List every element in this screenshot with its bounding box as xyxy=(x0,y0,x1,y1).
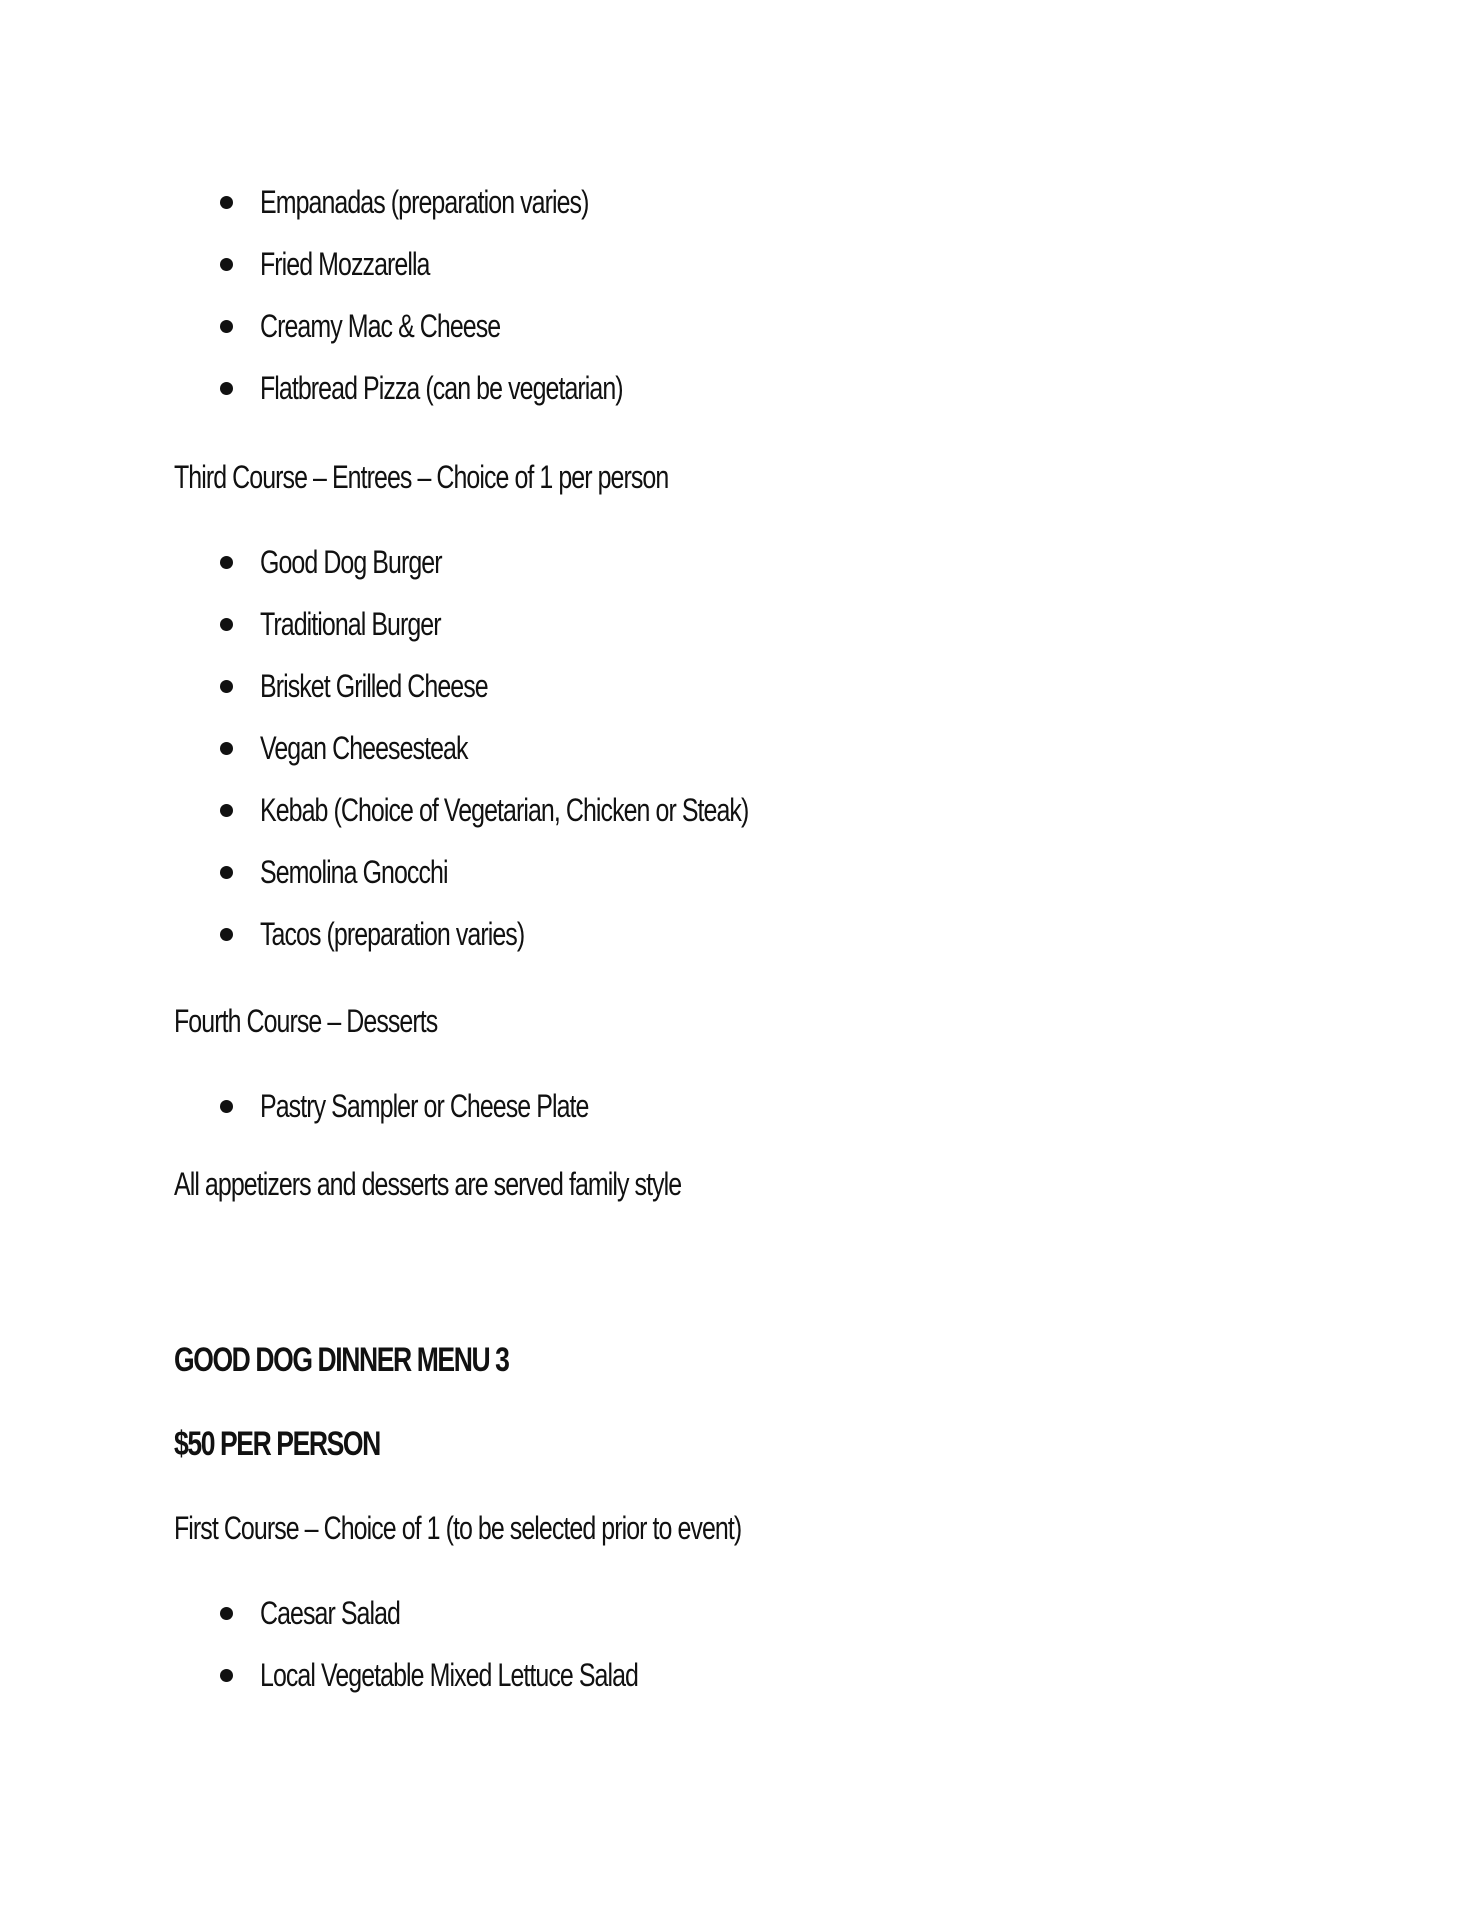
bullet-icon xyxy=(220,804,233,817)
list-item: Caesar Salad xyxy=(174,1582,1314,1644)
bullet-icon xyxy=(220,382,233,395)
list-item: Pastry Sampler or Cheese Plate xyxy=(174,1075,1314,1137)
dessert-list-block xyxy=(174,1075,1314,1137)
bullet-icon xyxy=(220,1100,233,1113)
bullet-icon xyxy=(220,742,233,755)
family-style-note: All appetizers and desserts are served family style xyxy=(174,1166,682,1202)
list-item: Semolina Gnocchi xyxy=(174,841,1314,903)
list-item: Empanadas (preparation varies) xyxy=(174,171,1314,233)
menu-price: $50 PER PERSON xyxy=(174,1425,380,1463)
bullet-icon xyxy=(220,618,233,631)
list-item: Vegan Cheesesteak xyxy=(174,717,1314,779)
first-course-list xyxy=(174,1582,1314,1706)
appetizer-list xyxy=(174,171,1314,419)
list-item: Good Dog Burger xyxy=(174,531,1314,593)
list-item: Local Vegetable Mixed Lettuce Salad xyxy=(174,1644,1314,1706)
bullet-icon xyxy=(220,196,233,209)
bullet-icon xyxy=(220,680,233,693)
list-item: Kebab (Choice of Vegetarian, Chicken or Steak) xyxy=(174,779,1314,841)
bullet-icon xyxy=(220,928,233,941)
list-item: Traditional Burger xyxy=(174,593,1314,655)
bullet-icon xyxy=(220,556,233,569)
list-item: Flatbread Pizza (can be vegetarian) xyxy=(174,357,1314,419)
first-course-list-block xyxy=(174,1582,1314,1706)
bullet-icon xyxy=(220,320,233,333)
bullet-icon xyxy=(220,1669,233,1682)
fourth-course-heading: Fourth Course – Desserts xyxy=(174,1003,438,1039)
entree-list-block xyxy=(174,531,1314,965)
list-item: Tacos (preparation varies) xyxy=(174,903,1314,965)
first-course-heading: First Course – Choice of 1 (to be selected prior to event) xyxy=(174,1510,742,1546)
third-course-heading: Third Course – Entrees – Choice of 1 per person xyxy=(174,459,669,495)
appetizer-list-block xyxy=(174,171,1314,419)
list-item: Fried Mozzarella xyxy=(174,233,1314,295)
bullet-icon xyxy=(220,866,233,879)
list-item: Creamy Mac & Cheese xyxy=(174,295,1314,357)
entree-list xyxy=(174,531,1314,965)
dessert-list xyxy=(174,1075,1314,1137)
bullet-icon xyxy=(220,1607,233,1620)
list-item: Brisket Grilled Cheese xyxy=(174,655,1314,717)
menu-title: GOOD DOG DINNER MENU 3 xyxy=(174,1341,509,1379)
bullet-icon xyxy=(220,258,233,271)
